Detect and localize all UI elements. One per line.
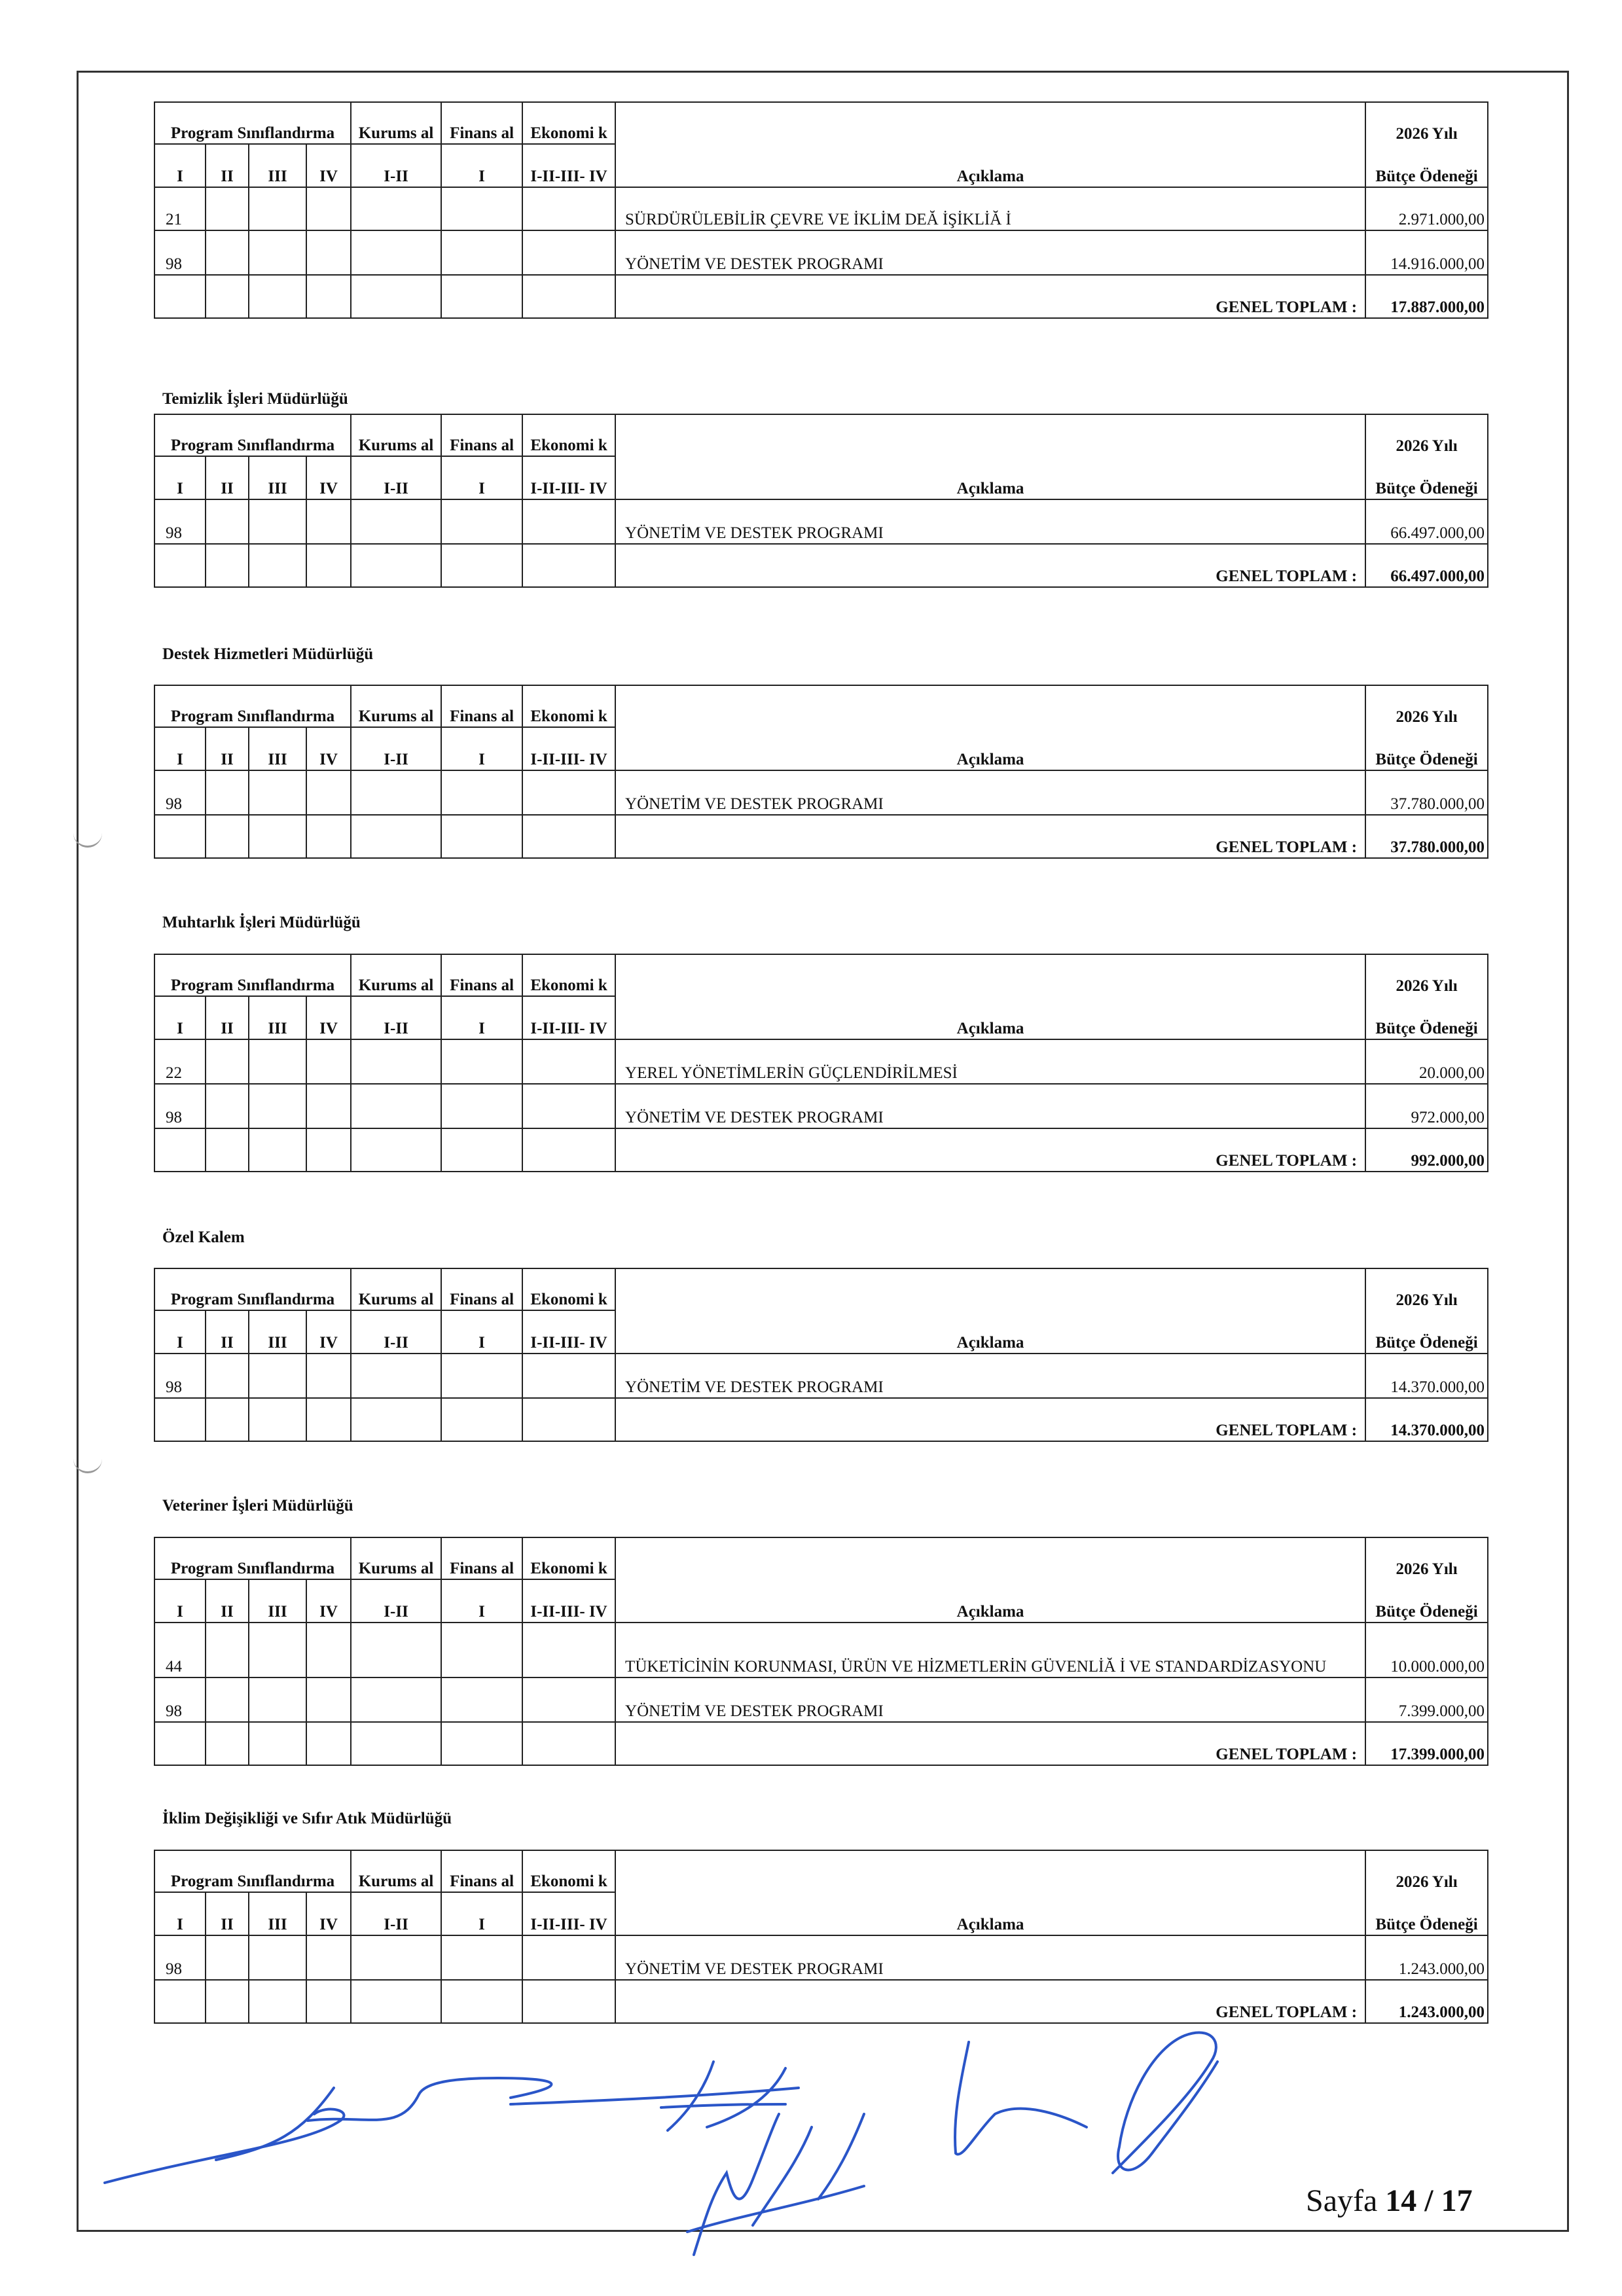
header-year: 2026 Yılı (1365, 1268, 1488, 1310)
header-ekonomik: Ekonomi k (522, 685, 615, 727)
program-code: 98 (154, 230, 206, 275)
program-code: 44 (154, 1623, 206, 1677)
program-code: 98 (154, 770, 206, 815)
header-program: Program Sınıflandırma (154, 685, 351, 727)
header-kurumsal-sub: I-II (351, 996, 441, 1039)
header-ekonomik-sub: I-II-III- IV (522, 144, 615, 187)
header-finansal: Finans al (441, 954, 522, 996)
header-ekonomik: Ekonomi k (522, 954, 615, 996)
header-kurumsal-sub: I-II (351, 144, 441, 187)
header-odenegi: Bütçe Ödeneği (1365, 727, 1488, 770)
header-finansal-sub: I (441, 144, 522, 187)
header-year: 2026 Yılı (1365, 954, 1488, 996)
header-program: Program Sınıflandırma (154, 414, 351, 456)
row-amount: 1.243.000,00 (1365, 1935, 1488, 1980)
page-current: 14 (1385, 2183, 1417, 2218)
header-roman: IV (306, 144, 351, 187)
header-roman: II (206, 144, 249, 187)
row-description: SÜRDÜRÜLEBİLİR ÇEVRE VE İKLİM DEĂ İŞİKLİĂ İ (615, 187, 1365, 230)
header-kurumsal: Kurums al (351, 1268, 441, 1310)
program-code: 98 (154, 1084, 206, 1128)
header-aciklama: Açıklama (615, 456, 1365, 499)
signature-5 (1113, 2033, 1217, 2173)
row-description: YÖNETİM VE DESTEK PROGRAMI (615, 1354, 1365, 1398)
header-ekonomik: Ekonomi k (522, 1268, 615, 1310)
signature-1b (216, 2078, 551, 2160)
header-roman: I (154, 144, 206, 187)
header-aciklama: Açıklama (615, 727, 1365, 770)
header-aciklama: Açıklama (615, 1892, 1365, 1935)
total-label: GENEL TOPLAM : (615, 275, 1365, 318)
program-code: 22 (154, 1039, 206, 1084)
header-kurumsal-sub: I-II (351, 1310, 441, 1354)
program-code: 98 (154, 1677, 206, 1722)
header-kurumsal: Kurums al (351, 954, 441, 996)
row-amount: 66.497.000,00 (1365, 499, 1488, 544)
total-label: GENEL TOPLAM : (615, 1980, 1365, 2023)
total-label: GENEL TOPLAM : (615, 544, 1365, 587)
header-finansal-sub: I (441, 1579, 522, 1623)
row-description: YÖNETİM VE DESTEK PROGRAMI (615, 770, 1365, 815)
header-kurumsal: Kurums al (351, 1537, 441, 1579)
header-program: Program Sınıflandırma (154, 102, 351, 144)
total-label: GENEL TOPLAM : (615, 1722, 1365, 1765)
header-year: 2026 Yılı (1365, 685, 1488, 727)
header-finansal: Finans al (441, 102, 522, 144)
header-roman: II (206, 1892, 249, 1935)
header-roman: IV (306, 456, 351, 499)
header-roman: III (249, 456, 306, 499)
header-roman: III (249, 144, 306, 187)
header-kurumsal: Kurums al (351, 102, 441, 144)
header-year: 2026 Yılı (1365, 1850, 1488, 1892)
total-amount: 992.000,00 (1365, 1128, 1488, 1172)
header-finansal: Finans al (441, 1268, 522, 1310)
header-roman: II (206, 1310, 249, 1354)
section-title: Veteriner İşleri Müdürlüğü (162, 1497, 353, 1515)
total-amount: 17.887.000,00 (1365, 275, 1488, 318)
header-ekonomik-sub: I-II-III- IV (522, 996, 615, 1039)
header-roman: I (154, 996, 206, 1039)
header-ekonomik: Ekonomi k (522, 414, 615, 456)
row-amount: 7.399.000,00 (1365, 1677, 1488, 1722)
header-kurumsal: Kurums al (351, 685, 441, 727)
section-title: Muhtarlık İşleri Müdürlüğü (162, 914, 361, 931)
header-roman: II (206, 456, 249, 499)
header-kurumsal-sub: I-II (351, 727, 441, 770)
row-description: YÖNETİM VE DESTEK PROGRAMI (615, 499, 1365, 544)
row-description: YEREL YÖNETİMLERİN GÜÇLENDİRİLMESİ (615, 1039, 1365, 1084)
section-title: Destek Hizmetleri Müdürlüğü (162, 645, 374, 663)
header-roman: III (249, 996, 306, 1039)
header-kurumsal: Kurums al (351, 1850, 441, 1892)
total-amount: 17.399.000,00 (1365, 1722, 1488, 1765)
header-kurumsal-sub: I-II (351, 456, 441, 499)
header-aciklama: Açıklama (615, 1579, 1365, 1623)
signature-4 (955, 2042, 1087, 2155)
header-roman: IV (306, 996, 351, 1039)
header-roman: II (206, 996, 249, 1039)
total-amount: 14.370.000,00 (1365, 1398, 1488, 1441)
header-year: 2026 Yılı (1365, 102, 1488, 144)
section-title: Özel Kalem (162, 1229, 245, 1246)
header-kurumsal-sub: I-II (351, 1892, 441, 1935)
header-program: Program Sınıflandırma (154, 954, 351, 996)
page-separator: / (1424, 2183, 1433, 2218)
row-description: YÖNETİM VE DESTEK PROGRAMI (615, 1677, 1365, 1722)
header-roman: IV (306, 1310, 351, 1354)
header-finansal-sub: I (441, 456, 522, 499)
header-kurumsal-sub: I-II (351, 1579, 441, 1623)
header-ekonomik-sub: I-II-III- IV (522, 727, 615, 770)
header-finansal-sub: I (441, 727, 522, 770)
header-finansal-sub: I (441, 1892, 522, 1935)
header-year: 2026 Yılı (1365, 1537, 1488, 1579)
row-description: TÜKETİCİNİN KORUNMASI, ÜRÜN VE HİZMETLERİN GÜVENLİĂ İ VE STANDARDİZASYONU (615, 1623, 1365, 1677)
row-amount: 20.000,00 (1365, 1039, 1488, 1084)
header-kurumsal: Kurums al (351, 414, 441, 456)
header-finansal: Finans al (441, 1850, 522, 1892)
row-amount: 972.000,00 (1365, 1084, 1488, 1128)
header-finansal-sub: I (441, 1310, 522, 1354)
header-odenegi: Bütçe Ödeneği (1365, 1579, 1488, 1623)
header-ekonomik: Ekonomi k (522, 102, 615, 144)
header-program: Program Sınıflandırma (154, 1268, 351, 1310)
page-total: 17 (1441, 2183, 1473, 2218)
header-odenegi: Bütçe Ödeneği (1365, 996, 1488, 1039)
row-description: YÖNETİM VE DESTEK PROGRAMI (615, 230, 1365, 275)
total-label: GENEL TOPLAM : (615, 1398, 1365, 1441)
header-ekonomik-sub: I-II-III- IV (522, 1892, 615, 1935)
header-program: Program Sınıflandırma (154, 1850, 351, 1892)
header-odenegi: Bütçe Ödeneği (1365, 1310, 1488, 1354)
header-roman: III (249, 1579, 306, 1623)
header-ekonomik: Ekonomi k (522, 1850, 615, 1892)
header-ekonomik-sub: I-II-III- IV (522, 1579, 615, 1623)
header-ekonomik-sub: I-II-III- IV (522, 456, 615, 499)
header-roman: IV (306, 1579, 351, 1623)
section-title: İklim Değişikliği ve Sıfır Atık Müdürlüğü (162, 1810, 452, 1827)
header-odenegi: Bütçe Ödeneği (1365, 456, 1488, 499)
row-amount: 10.000.000,00 (1365, 1623, 1488, 1677)
header-aciklama: Açıklama (615, 1310, 1365, 1354)
section-title: Temizlik İşleri Müdürlüğü (162, 390, 348, 408)
header-program: Program Sınıflandırma (154, 1537, 351, 1579)
header-ekonomik: Ekonomi k (522, 1537, 615, 1579)
header-odenegi: Bütçe Ödeneği (1365, 144, 1488, 187)
header-year: 2026 Yılı (1365, 414, 1488, 456)
header-roman: I (154, 727, 206, 770)
row-amount: 14.370.000,00 (1365, 1354, 1488, 1398)
header-roman: III (249, 1310, 306, 1354)
header-roman: I (154, 1892, 206, 1935)
signature-2 (511, 2062, 799, 2130)
header-roman: II (206, 1579, 249, 1623)
header-roman: I (154, 1310, 206, 1354)
header-finansal: Finans al (441, 1537, 522, 1579)
row-amount: 2.971.000,00 (1365, 187, 1488, 230)
total-amount: 37.780.000,00 (1365, 815, 1488, 858)
page-number (1306, 2183, 1473, 2219)
header-aciklama: Açıklama (615, 996, 1365, 1039)
program-code: 98 (154, 1354, 206, 1398)
header-finansal-sub: I (441, 996, 522, 1039)
header-roman: I (154, 1579, 206, 1623)
header-roman: I (154, 456, 206, 499)
header-finansal: Finans al (441, 414, 522, 456)
row-amount: 37.780.000,00 (1365, 770, 1488, 815)
total-label: GENEL TOPLAM : (615, 815, 1365, 858)
header-roman: III (249, 727, 306, 770)
program-code: 98 (154, 499, 206, 544)
row-description: YÖNETİM VE DESTEK PROGRAMI (615, 1084, 1365, 1128)
row-amount: 14.916.000,00 (1365, 230, 1488, 275)
header-roman: IV (306, 1892, 351, 1935)
page-word: Sayfa (1306, 2183, 1378, 2218)
signature-3 (687, 2114, 864, 2255)
header-roman: II (206, 727, 249, 770)
header-roman: IV (306, 727, 351, 770)
total-amount: 1.243.000,00 (1365, 1980, 1488, 2023)
program-code: 21 (154, 187, 206, 230)
total-label: GENEL TOPLAM : (615, 1128, 1365, 1172)
header-ekonomik-sub: I-II-III- IV (522, 1310, 615, 1354)
header-aciklama: Açıklama (615, 144, 1365, 187)
header-odenegi: Bütçe Ödeneği (1365, 1892, 1488, 1935)
row-description: YÖNETİM VE DESTEK PROGRAMI (615, 1935, 1365, 1980)
program-code: 98 (154, 1935, 206, 1980)
header-roman: III (249, 1892, 306, 1935)
total-amount: 66.497.000,00 (1365, 544, 1488, 587)
header-finansal: Finans al (441, 685, 522, 727)
